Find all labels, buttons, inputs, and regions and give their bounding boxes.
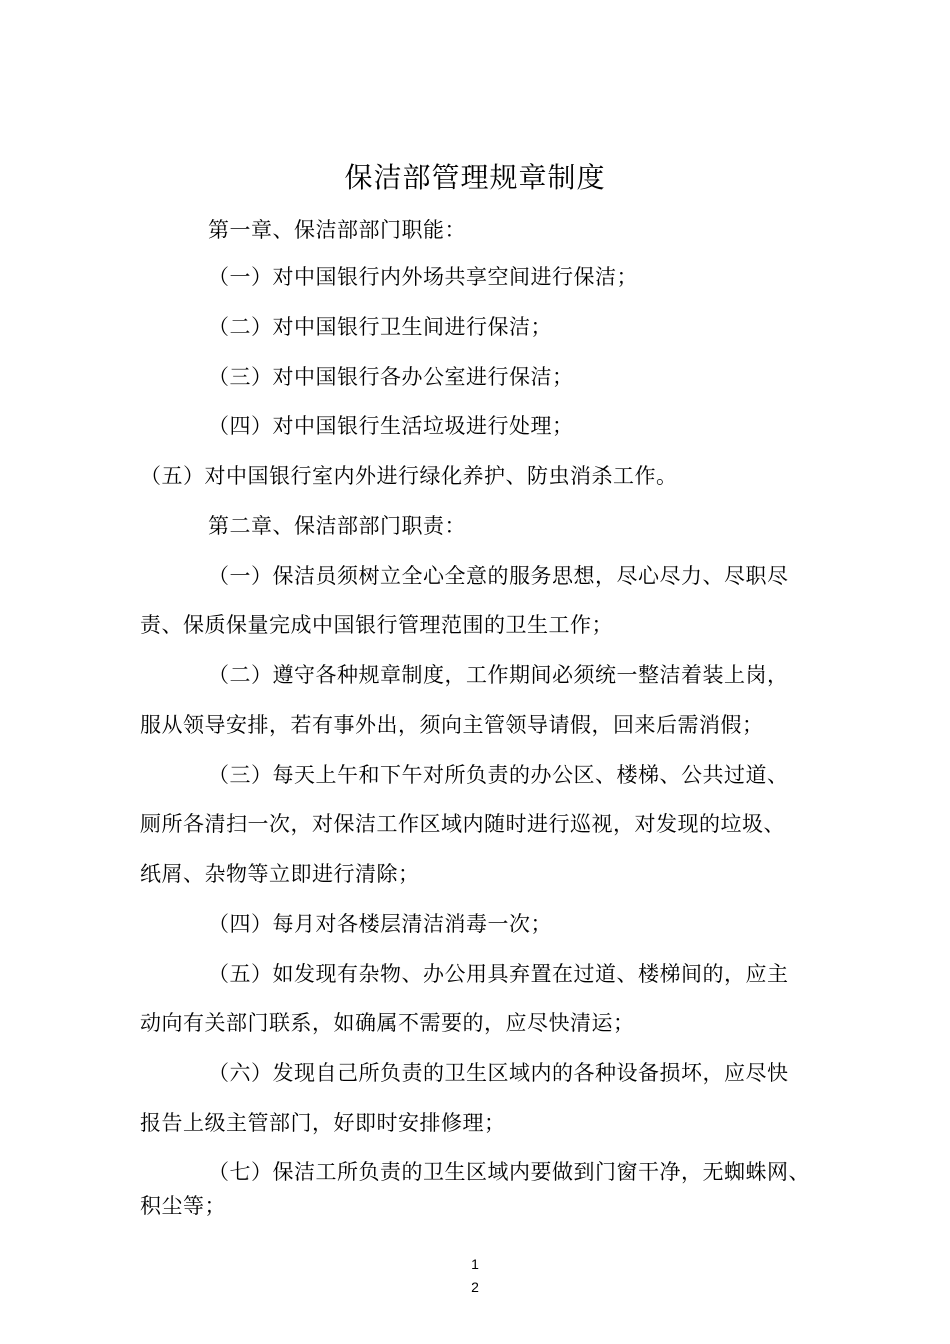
chapter-two-heading: 第二章、保洁部部门职责： xyxy=(208,514,466,538)
duty-item-2-line-2: 服从领导安排，若有事外出，须向主管领导请假，回来后需消假； xyxy=(140,713,764,737)
function-item-4: （四）对中国银行生活垃圾进行处理； xyxy=(208,414,574,438)
function-item-2: （二）对中国银行卫生间进行保洁； xyxy=(208,315,552,339)
duty-item-7-line-1: （七）保洁工所负责的卫生区域内要做到门窗干净，无蜘蛛网、 xyxy=(208,1160,810,1184)
duty-item-5-line-2: 动向有关部门联系，如确属不需要的，应尽快清运； xyxy=(140,1011,635,1035)
document-title: 保洁部管理规章制度 xyxy=(344,161,606,194)
chapter-one-heading: 第一章、保洁部部门职能： xyxy=(208,218,466,242)
function-item-3: （三）对中国银行各办公室进行保洁； xyxy=(208,365,574,389)
duty-item-4: （四）每月对各楼层清洁消毒一次； xyxy=(208,912,552,936)
function-item-5: （五）对中国银行室内外进行绿化养护、防虫消杀工作。 xyxy=(140,464,678,488)
duty-item-5-line-1: （五）如发现有杂物、办公用具弃置在过道、楼梯间的，应主 xyxy=(208,962,789,986)
duty-item-7-line-2: 积尘等； xyxy=(140,1194,226,1218)
duty-item-3-line-3: 纸屑、杂物等立即进行清除； xyxy=(140,862,420,886)
duty-item-3-line-1: （三）每天上午和下午对所负责的办公区、楼梯、公共过道、 xyxy=(208,763,789,787)
page-number-bottom: 2 xyxy=(471,1279,479,1295)
duty-item-3-line-2: 厕所各清扫一次，对保洁工作区域内随时进行巡视，对发现的垃圾、 xyxy=(140,812,785,836)
duty-item-2-line-1: （二）遵守各种规章制度，工作期间必须统一整洁着装上岗， xyxy=(208,663,789,687)
function-item-1: （一）对中国银行内外场共享空间进行保洁； xyxy=(208,265,638,289)
duty-item-6-line-1: （六）发现自己所负责的卫生区域内的各种设备损坏，应尽快 xyxy=(208,1061,789,1085)
duty-item-1-line-1: （一）保洁员须树立全心全意的服务思想，尽心尽力、尽职尽 xyxy=(208,564,789,588)
duty-item-1-line-2: 责、保质保量完成中国银行管理范围的卫生工作； xyxy=(140,613,613,637)
page-number-top: 1 xyxy=(471,1256,479,1272)
duty-item-6-line-2: 报告上级主管部门，好即时安排修理； xyxy=(140,1111,506,1135)
